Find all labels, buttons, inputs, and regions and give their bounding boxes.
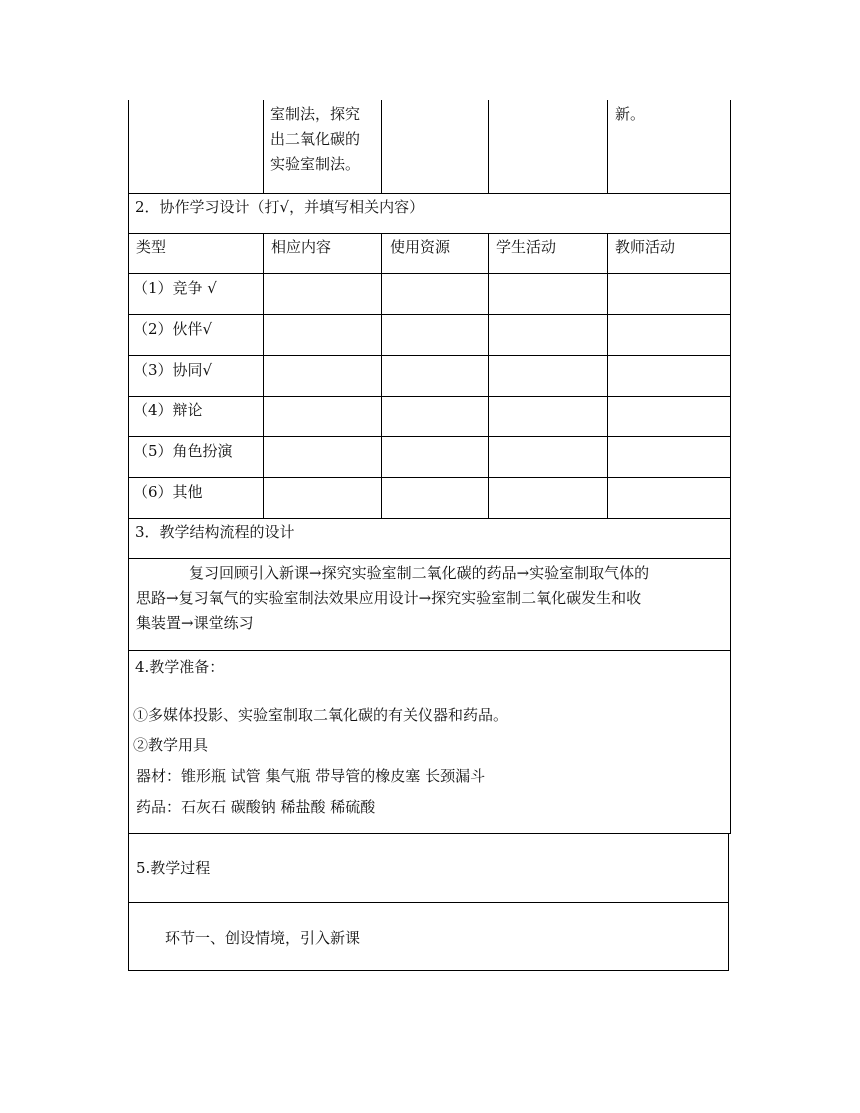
process-step: 环节一、创设情境，引入新课 [165,929,361,947]
content-cell-line: 实验室制法。 [270,155,361,173]
teacher-cell-text: 新。 [615,105,646,123]
row-divider [128,477,731,478]
column-divider [607,233,608,518]
section-heading-structure: 3．教学结构流程的设计 [135,523,295,541]
column-divider [488,233,489,518]
table-border-right [730,100,731,834]
row-divider [128,833,731,834]
row-divider [128,558,731,559]
content-cell-line: 室制法，探究 [270,105,361,123]
row-divider [128,518,731,519]
column-divider [263,233,264,518]
row-divider [128,970,729,971]
row-divider [128,273,731,274]
row-divider [128,193,731,194]
collab-type-roleplay: （5）角色扮演 [133,442,233,460]
column-header-student: 学生活动 [496,238,557,256]
section-heading-process: 5.教学过程 [136,859,211,877]
row-divider [128,355,731,356]
column-header-resources: 使用资源 [390,238,451,256]
column-header-type: 类型 [136,238,167,256]
content-cell-line: 出二氧化碳的 [270,130,361,148]
preparation-item: ①多媒体投影、实验室制取二氧化碳的有关仪器和药品。 [133,706,509,724]
column-divider [263,100,264,193]
section-heading-preparation: 4.教学准备： [135,658,225,676]
row-divider [128,902,729,903]
row-divider [128,650,731,651]
structure-flow-line: 思路→复习氧气的实验室制法效果应用设计→探究实验室制二氧化碳发生和收 [136,589,642,607]
row-divider [128,436,731,437]
column-header-teacher: 教师活动 [615,238,676,256]
collab-type-cooperation: （3）协同√ [133,361,213,379]
collab-type-other: （6）其他 [133,483,203,501]
collab-type-competition: （1）竞争 √ [133,279,217,297]
collab-type-partner: （2）伙伴√ [133,320,213,338]
row-divider [128,314,731,315]
column-header-content: 相应内容 [271,238,332,256]
column-divider [381,100,382,193]
structure-flow-line: 集装置→课堂练习 [136,614,254,632]
equipment-list: 器材：锥形瓶 试管 集气瓶 带导管的橡皮塞 长颈漏斗 [136,767,486,785]
chemicals-list: 药品：石灰石 碳酸钠 稀盐酸 稀硫酸 [136,798,376,816]
collab-type-debate: （4）辩论 [133,401,203,419]
column-divider [381,233,382,518]
row-divider [128,396,731,397]
preparation-item: ②教学用具 [133,736,209,754]
table-border-left [128,100,129,971]
section-heading-collab: 2．协作学习设计（打√，并填写相关内容） [135,198,425,216]
structure-flow-line: 复习回顾引入新课→探究实验室制二氧化碳的药品→实验室制取气体的 [189,564,650,582]
column-divider [488,100,489,193]
row-divider [128,233,731,234]
column-divider [607,100,608,193]
